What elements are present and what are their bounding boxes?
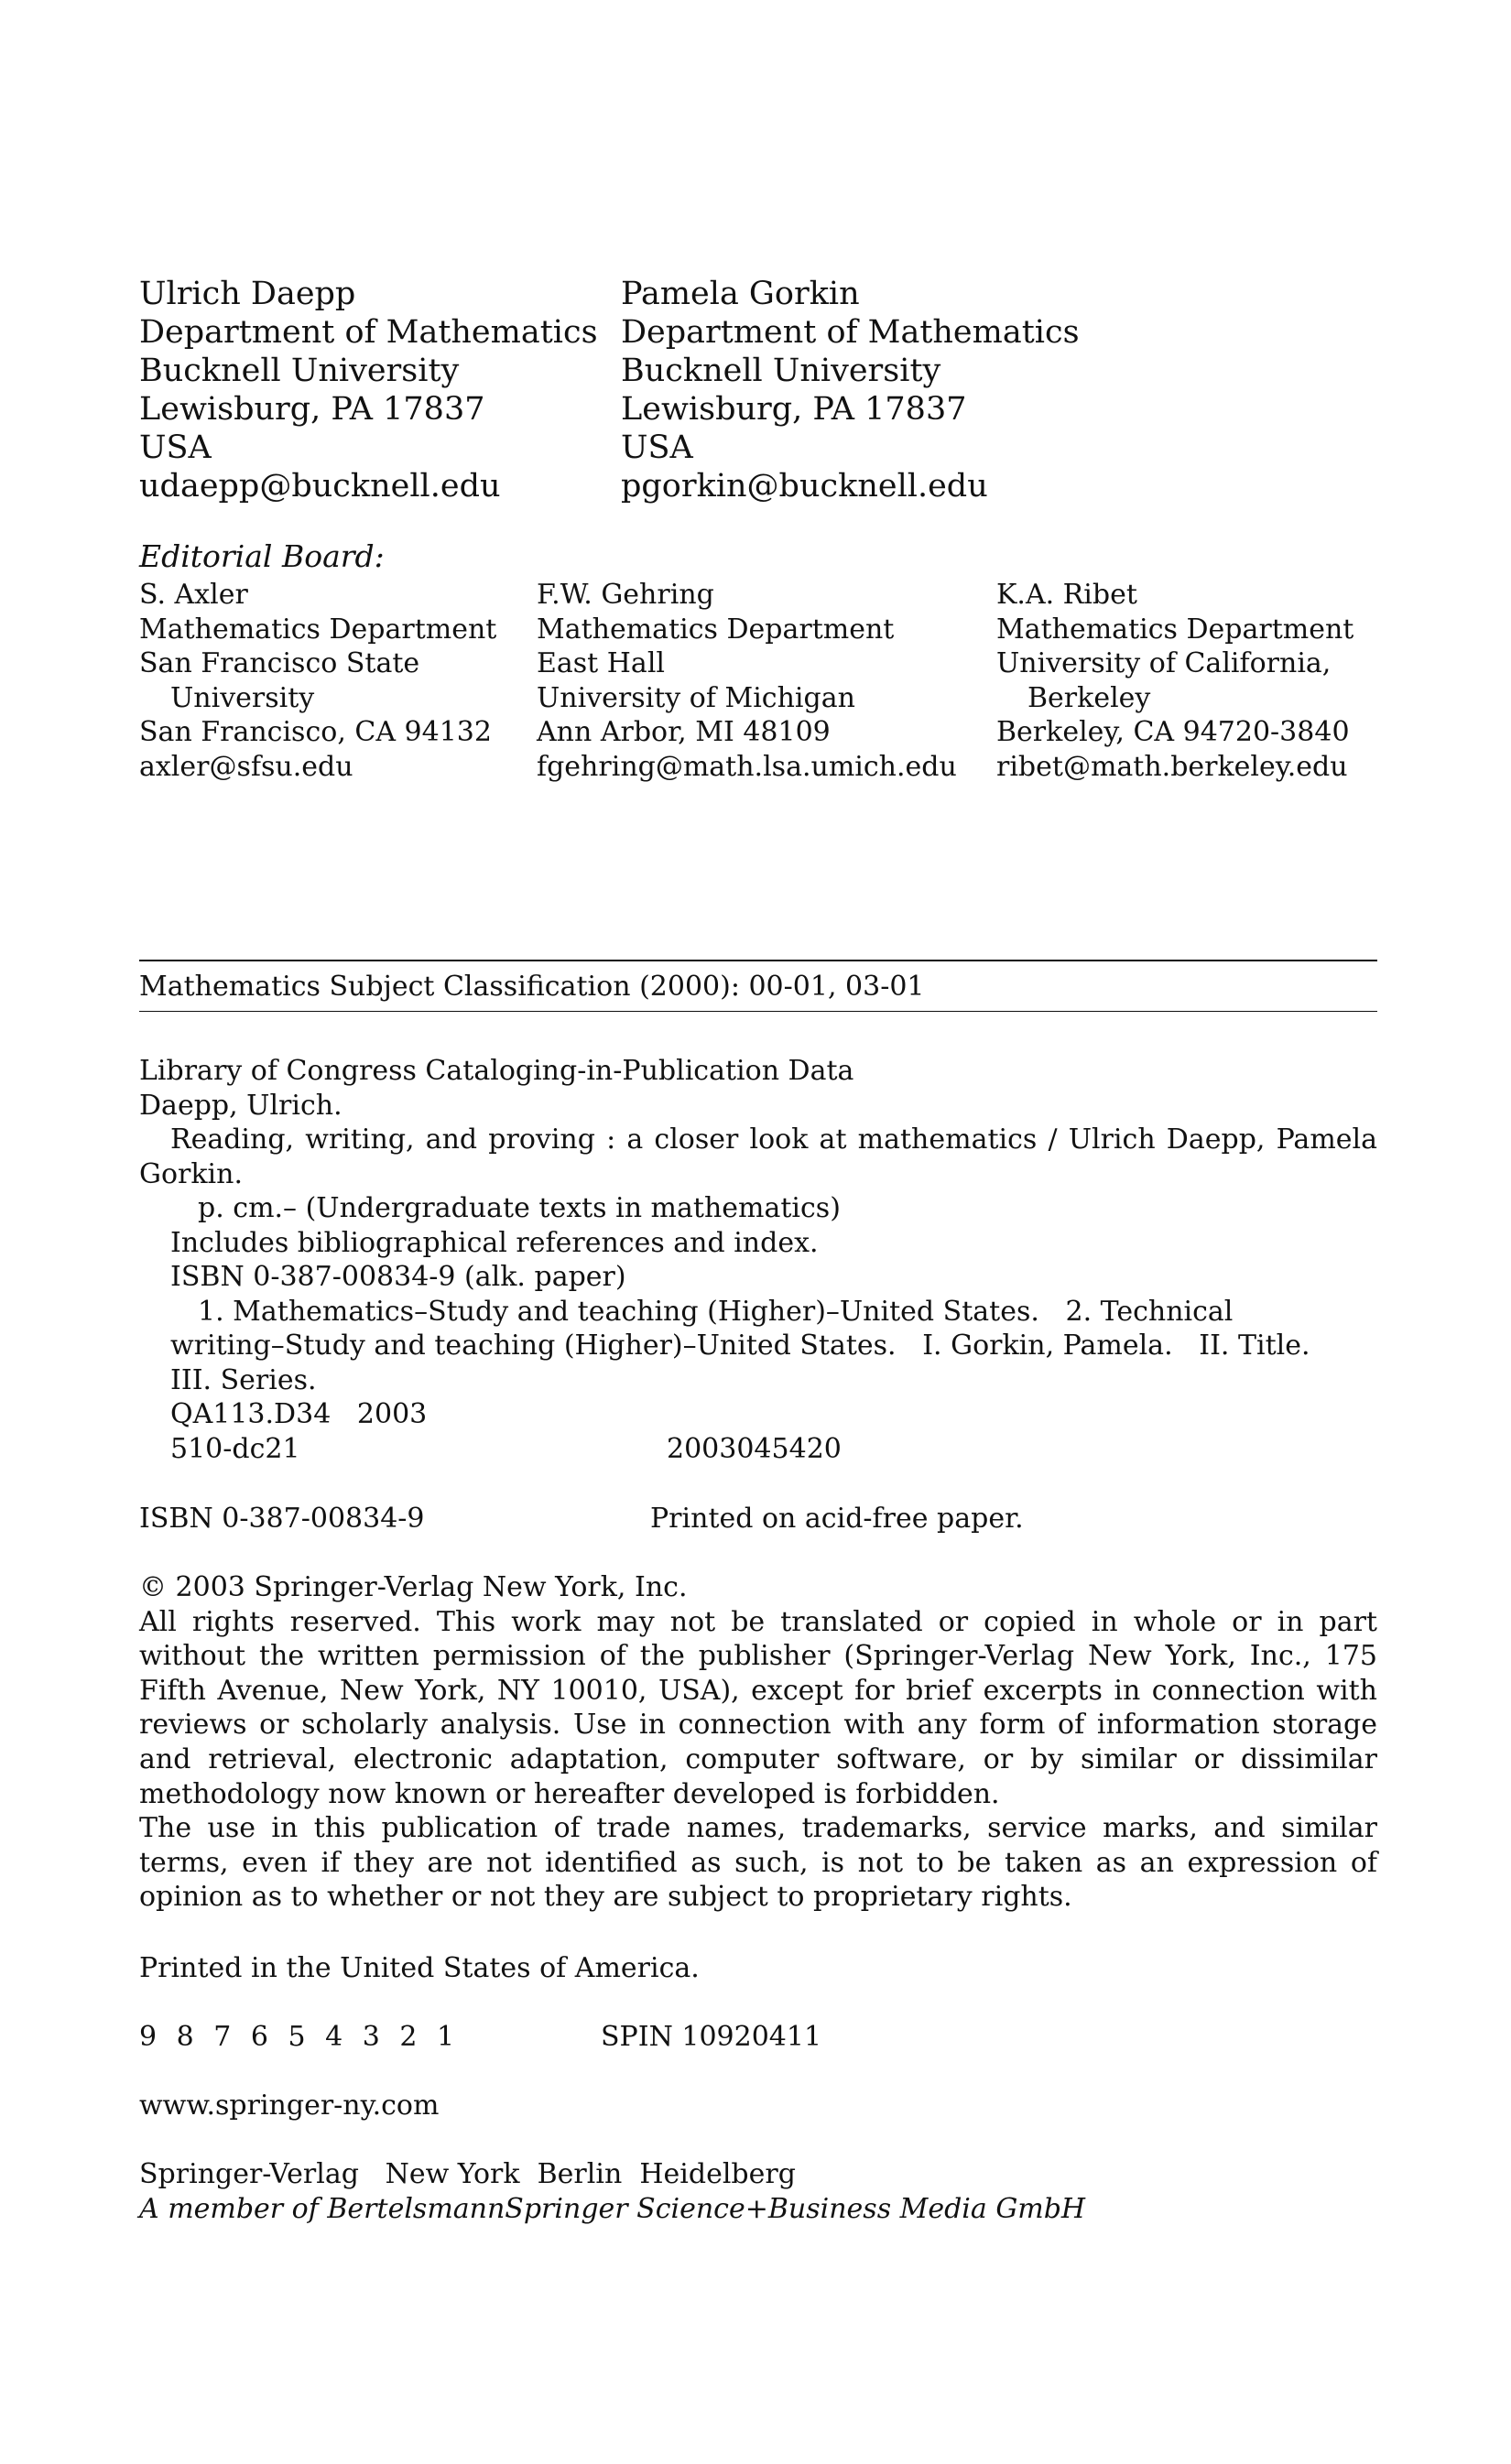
- author-institution: Bucknell University: [621, 353, 941, 389]
- board-member-line3: East Hall: [537, 647, 666, 679]
- board-member-email: ribet@math.berkeley.edu: [996, 750, 1348, 783]
- board-member-city: Berkeley, CA 94720-3840: [996, 716, 1350, 748]
- cip-includes: Includes bibliographical references and index.: [170, 1226, 819, 1259]
- printing-line: [139, 2020, 1377, 2055]
- author-city: Lewisburg, PA 17837: [139, 391, 485, 428]
- cip-isbn: ISBN 0-387-00834-9 (alk. paper): [170, 1261, 626, 1293]
- cip-title-cont: Gorkin.: [139, 1157, 243, 1190]
- author-country: USA: [139, 429, 212, 466]
- trademark-statement: The use in this publication of trade names, trademarks, service marks, and similar terms, even if they are not identified as such, is not to be taken as an expression of opinion as to whether or not they are subject to proprietary rights.: [139, 1812, 1377, 1914]
- classification-top-rule: [139, 960, 1377, 961]
- cip-author: Daepp, Ulrich.: [139, 1089, 342, 1122]
- subject-classification: Mathematics Subject Classification (2000): 00-01, 03-01: [139, 971, 925, 1003]
- cip-title-line: Reading, writing, and proving : a closer look at mathematics / Ulrich Daepp, Pamela: [170, 1123, 1377, 1156]
- board-member-email: fgehring@math.lsa.umich.edu: [537, 750, 957, 783]
- isbn-number: ISBN 0-387-00834-9: [139, 1503, 425, 1535]
- board-member-ribet: [996, 578, 1353, 784]
- board-member-name: S. Axler: [139, 579, 248, 611]
- author-department: Department of Mathematics: [139, 314, 598, 351]
- publisher-member: A member of BertelsmannSpringer Science+Business Media GmbH: [139, 2193, 1086, 2225]
- printing-numbers: 9 8 7 6 5 4 3 2 1: [139, 2021, 461, 2053]
- cip-heading: Library of Congress Cataloging-in-Publication Data: [139, 1055, 854, 1087]
- author-department: Department of Mathematics: [621, 314, 1080, 351]
- board-member-name: F.W. Gehring: [537, 579, 714, 611]
- acid-free-note: Printed on acid-free paper.: [650, 1503, 1024, 1535]
- cip-dewey-lccn: [139, 1432, 1377, 1467]
- cip-series: p. cm.– (Undergraduate texts in mathematics): [198, 1192, 841, 1224]
- board-member-department: Mathematics Department: [537, 613, 895, 646]
- spin-number: SPIN 10920411: [601, 2021, 822, 2053]
- author-name: Pamela Gorkin: [621, 276, 860, 312]
- cip-subjects-2: writing–Study and teaching (Higher)–United States. I. Gorkin, Pamela. II. Title.: [170, 1330, 1310, 1362]
- board-member-name: K.A. Ribet: [996, 579, 1137, 611]
- author-gorkin: [621, 275, 1080, 505]
- cip-lccn: 2003045420: [667, 1432, 842, 1465]
- board-member-axler: [139, 578, 496, 784]
- board-member-line4: University: [170, 681, 315, 714]
- board-member-city: San Francisco, CA 94132: [139, 716, 492, 748]
- cip-subjects-3: III. Series.: [170, 1363, 317, 1396]
- board-member-line3: San Francisco State: [139, 647, 420, 679]
- author-institution: Bucknell University: [139, 353, 460, 389]
- classification-bottom-rule: [139, 1011, 1377, 1012]
- cip-data-block: [139, 1054, 1377, 1466]
- author-name: Ulrich Daepp: [139, 276, 356, 312]
- author-daepp: [139, 275, 598, 505]
- editorial-board-title: Editorial Board:: [139, 538, 385, 574]
- board-member-department: Mathematics Department: [996, 613, 1354, 646]
- publisher-name: Springer-Verlag New York Berlin Heidelberg: [139, 2158, 796, 2190]
- author-country: USA: [621, 429, 693, 466]
- board-member-department: Mathematics Department: [139, 613, 497, 646]
- publisher-block: [139, 2157, 1085, 2227]
- author-email: pgorkin@bucknell.edu: [621, 468, 988, 505]
- printed-in: Printed in the United States of America.: [139, 1952, 700, 1984]
- board-member-city: Ann Arbor, MI 48109: [537, 716, 831, 748]
- copyright-notice: © 2003 Springer-Verlag New York, Inc.: [139, 1571, 688, 1603]
- cip-subjects-1: 1. Mathematics–Study and teaching (Higher)–United States. 2. Technical: [198, 1295, 1234, 1328]
- cip-dewey: 510-dc21: [170, 1432, 300, 1465]
- author-city: Lewisburg, PA 17837: [621, 391, 967, 428]
- board-member-line4: Berkeley: [1027, 681, 1151, 714]
- board-member-line3: University of California,: [996, 647, 1332, 679]
- board-member-email: axler@sfsu.edu: [139, 750, 353, 783]
- board-member-line4: University of Michigan: [537, 681, 855, 714]
- author-email: udaepp@bucknell.edu: [139, 468, 501, 505]
- isbn-line: [139, 1502, 1377, 1536]
- copyright-block: [139, 1570, 1377, 1915]
- publisher-website: www.springer-ny.com: [139, 2090, 440, 2122]
- cip-call-number: QA113.D34 2003: [170, 1398, 428, 1430]
- rights-statement: All rights reserved. This work may not be translated or copied in whole or in part without the written permission of the publisher (Springer-Verlag New York, Inc., 175 Fifth Avenue, New York, NY 10010, USA), except for brief excerpts in connection with reviews or scholarly analysis. Use in connection with any form of information storage and retrieval, electronic adaptation, computer software, or by similar or dissimilar methodology now known or hereafter developed is forbidden.: [139, 1605, 1377, 1810]
- board-member-gehring: [537, 578, 957, 784]
